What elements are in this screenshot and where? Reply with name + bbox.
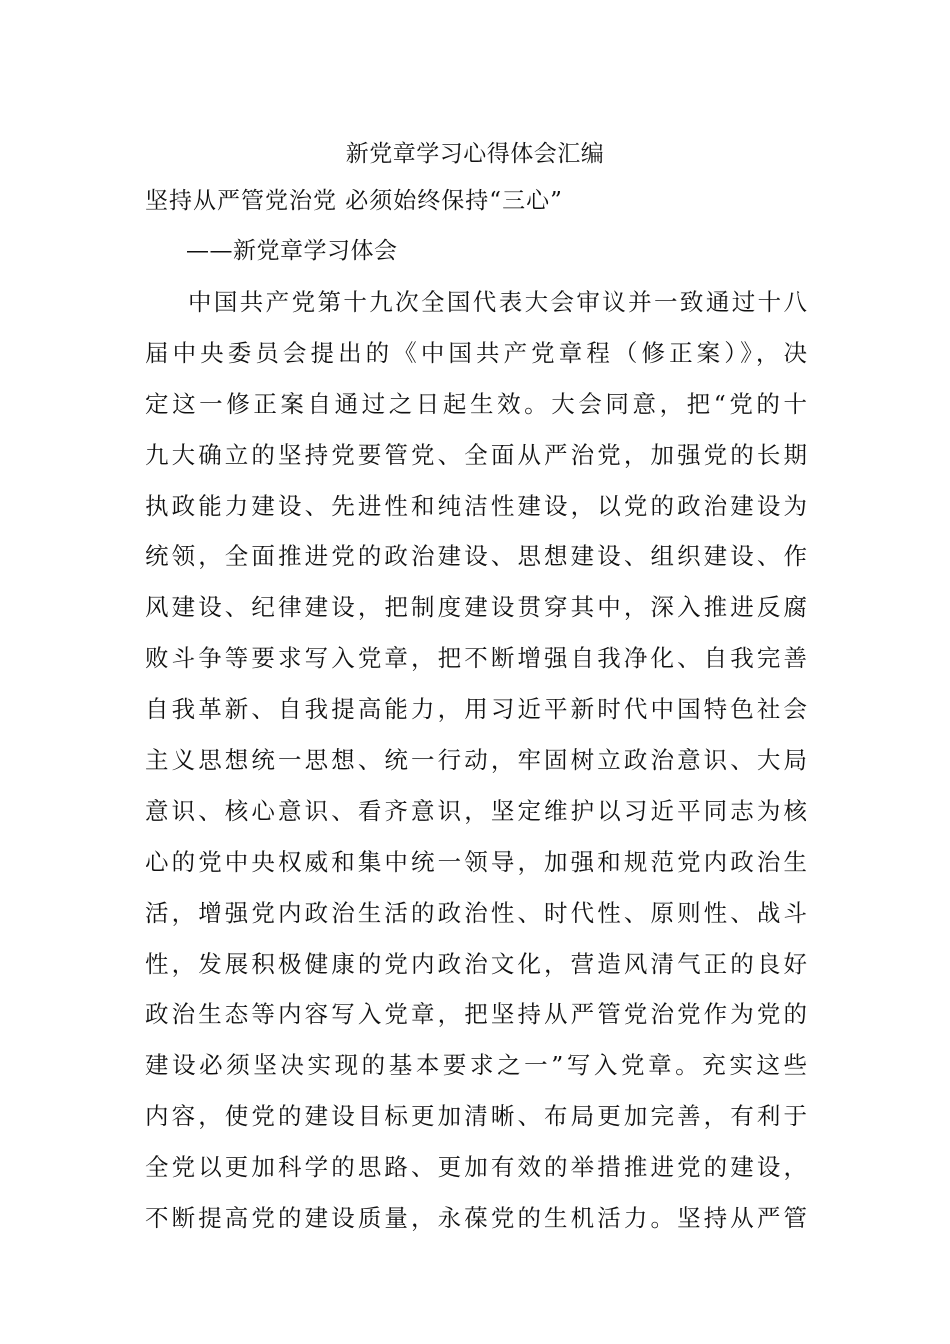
- body-line: 心的党中央权威和集中统一领导，加强和规范党内政治生: [145, 847, 807, 876]
- body-line: 建设必须坚决实现的基本要求之一”写入党章。充实这些: [145, 1051, 807, 1080]
- body-line: 九大确立的坚持党要管党、全面从严治党，加强党的长期: [145, 440, 807, 469]
- body-line: 活，增强党内政治生活的政治性、时代性、原则性、战斗: [145, 898, 807, 927]
- body-line: 败斗争等要求写入党章，把不断增强自我净化、自我完善: [145, 644, 807, 673]
- body-line: 风建设、纪律建设，把制度建设贯穿其中，深入推进反腐: [145, 593, 807, 622]
- body-line: 届中央委员会提出的《中国共产党章程（修正案）》，决: [145, 338, 807, 367]
- body-line: 自我革新、自我提高能力，用习近平新时代中国特色社会: [145, 695, 807, 724]
- body-line: 统领，全面推进党的政治建设、思想建设、组织建设、作: [145, 542, 807, 571]
- body-line: 意识、核心意识、看齐意识，坚定维护以习近平同志为核: [145, 796, 807, 825]
- body-line: 政治生态等内容写入党章，把坚持从严管党治党作为党的: [145, 1000, 807, 1029]
- body-line: 执政能力建设、先进性和纯洁性建设，以党的政治建设为: [145, 491, 807, 520]
- article-title: 坚持从严管党治党 必须始终保持“三心”: [145, 188, 563, 214]
- document-title: 新党章学习心得体会汇编: [345, 141, 605, 167]
- body-line: 不断提高党的建设质量，永葆党的生机活力。坚持从严管: [145, 1204, 807, 1233]
- body-line: 全党以更加科学的思路、更加有效的举措推进党的建设，: [145, 1153, 807, 1182]
- body-line: 性，发展积极健康的党内政治文化，营造风清气正的良好: [145, 949, 807, 978]
- body-line: 主义思想统一思想、统一行动，牢固树立政治意识、大局: [145, 746, 807, 775]
- body-paragraph: [145, 280, 807, 1247]
- article-subtitle: ——新党章学习体会: [186, 238, 398, 264]
- body-line: 定这一修正案自通过之日起生效。大会同意，把“党的十: [145, 389, 807, 418]
- body-line: 内容，使党的建设目标更加清晰、布局更加完善，有利于: [145, 1102, 807, 1131]
- body-line: 中国共产党第十九次全国代表大会审议并一致通过十八: [188, 288, 807, 316]
